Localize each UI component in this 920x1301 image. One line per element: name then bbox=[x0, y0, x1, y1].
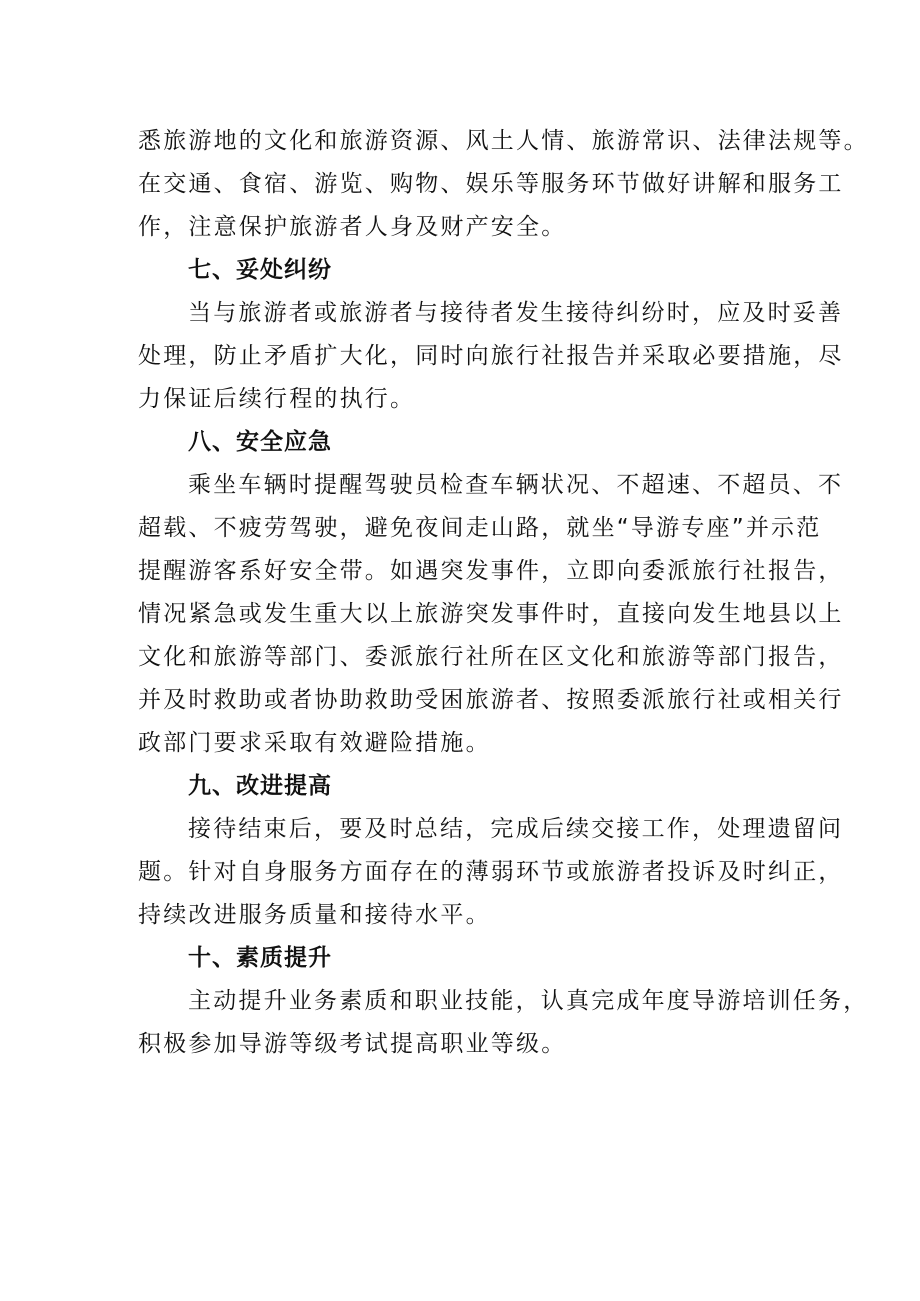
section-9-heading: 九、改进提高 bbox=[188, 773, 332, 799]
section-8-line-4: 情况紧急或发生重大以上旅游突发事件时，直接向发生地县以上 bbox=[138, 601, 844, 627]
intro-line-1: 悉旅游地的文化和旅游资源、风土人情、旅游常识、法律法规等。 bbox=[138, 128, 869, 154]
section-7-line-2: 处理，防止矛盾扩大化，同时向旅行社报告并采取必要措施，尽 bbox=[138, 343, 844, 369]
intro-line-2: 在交通、食宿、游览、购物、娱乐等服务环节做好讲解和服务工 bbox=[138, 171, 844, 197]
section-7-line-1: 当与旅游者或旅游者与接待者发生接待纠纷时，应及时妥善 bbox=[188, 300, 844, 326]
section-9-line-3: 持续改进服务质量和接待水平。 bbox=[138, 902, 491, 928]
section-9-line-1: 接待结束后，要及时总结，完成后续交接工作，处理遗留问 bbox=[188, 816, 844, 842]
section-8-line-1: 乘坐车辆时提醒驾驶员检查车辆状况、不超速、不超员、不 bbox=[188, 472, 844, 498]
section-10-heading: 十、素质提升 bbox=[188, 945, 332, 971]
section-8-line-6: 并及时救助或者协助救助受困旅游者、按照委派旅行社或相关行 bbox=[138, 687, 844, 713]
section-7-line-3: 力保证后续行程的执行。 bbox=[138, 386, 416, 412]
section-8-line-5: 文化和旅游等部门、委派旅行社所在区文化和旅游等部门报告， bbox=[138, 644, 844, 670]
section-8-line-7: 政部门要求采取有效避险措施。 bbox=[138, 730, 491, 756]
intro-line-3: 作，注意保护旅游者人身及财产安全。 bbox=[138, 214, 567, 240]
section-10-line-1: 主动提升业务素质和职业技能，认真完成年度导游培训任务， bbox=[188, 988, 869, 1014]
section-8-line-3: 提醒游客系好安全带。如遇突发事件，立即向委派旅行社报告， bbox=[138, 558, 844, 584]
section-7-heading: 七、妥处纠纷 bbox=[188, 257, 332, 283]
section-10-line-2: 积极参加导游等级考试提高职业等级。 bbox=[138, 1031, 567, 1057]
section-8-line-2: 超载、不疲劳驾驶，避免夜间走山路，就坐“导游专座”并示范 bbox=[138, 515, 822, 541]
section-8-heading: 八、安全应急 bbox=[188, 429, 332, 455]
section-9-line-2: 题。针对自身服务方面存在的薄弱环节或旅游者投诉及时纠正， bbox=[138, 859, 844, 885]
